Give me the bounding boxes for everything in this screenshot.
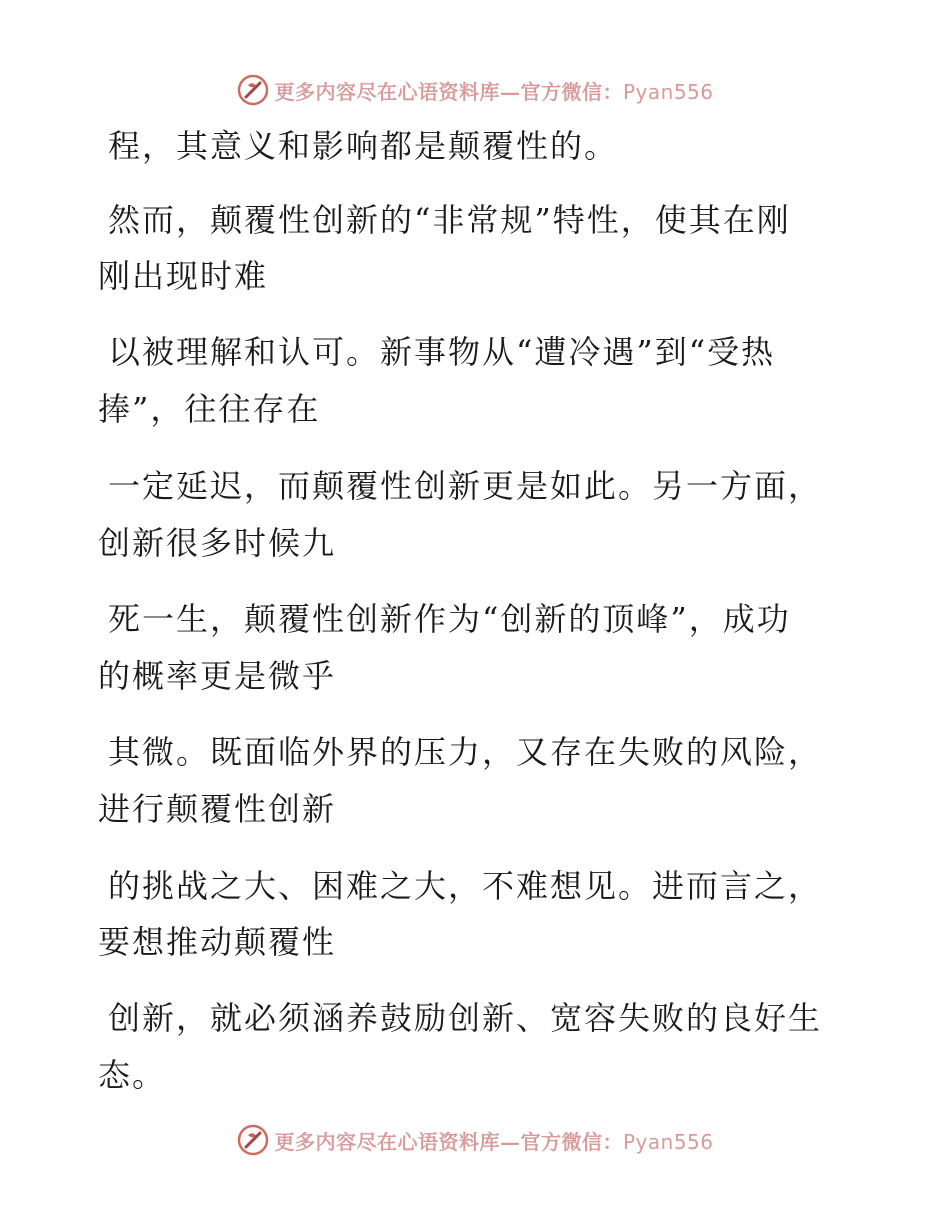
paragraph-line: 程，其意义和影响都是颠覆性的。: [108, 127, 619, 165]
paragraph-line: 捧”，往往存在: [98, 390, 321, 428]
paragraph-line: 的概率更是微乎: [98, 657, 337, 695]
paragraph-line: 要想推动颠覆性: [98, 923, 337, 961]
paragraph-line: 然而，颠覆性创新的“非常规”特性，使其在刚: [108, 201, 791, 239]
watermark-handle: Pyan556: [622, 1129, 714, 1154]
watermark-text: 更多内容尽在心语资料库—官方微信：Pyan556: [274, 1129, 714, 1154]
paragraph-line: 创新，就必须涵养鼓励创新、宽容失败的良好生: [108, 999, 823, 1037]
paragraph-line: 一定延迟，而颠覆性创新更是如此。另一方面，: [108, 467, 823, 505]
paragraph-line: 其微。既面临外界的压力，又存在失败的风险，: [108, 733, 823, 771]
footer-watermark: [0, 1120, 950, 1160]
paragraph-line: 的挑战之大、困难之大，不难想见。进而言之，: [108, 867, 823, 905]
paragraph-line: 死一生，颠覆性创新作为“创新的顶峰”，成功: [108, 600, 791, 638]
paragraph-line: 以被理解和认可。新事物从“遭冷遇”到“受热: [108, 333, 776, 371]
header-watermark: [0, 70, 950, 110]
watermark-text: 更多内容尽在心语资料库—官方微信：Pyan556: [274, 79, 714, 104]
paragraph-line: 刚出现时难: [98, 257, 269, 295]
rose-pen-logo-icon: [236, 73, 270, 107]
paragraph-line: 进行颠覆性创新: [98, 790, 337, 828]
watermark-handle: Pyan556: [622, 79, 714, 104]
paragraph-line: 创新很多时候九: [98, 524, 337, 562]
paragraph-line: 态。: [98, 1056, 167, 1094]
rose-pen-logo-icon: [236, 1123, 270, 1157]
